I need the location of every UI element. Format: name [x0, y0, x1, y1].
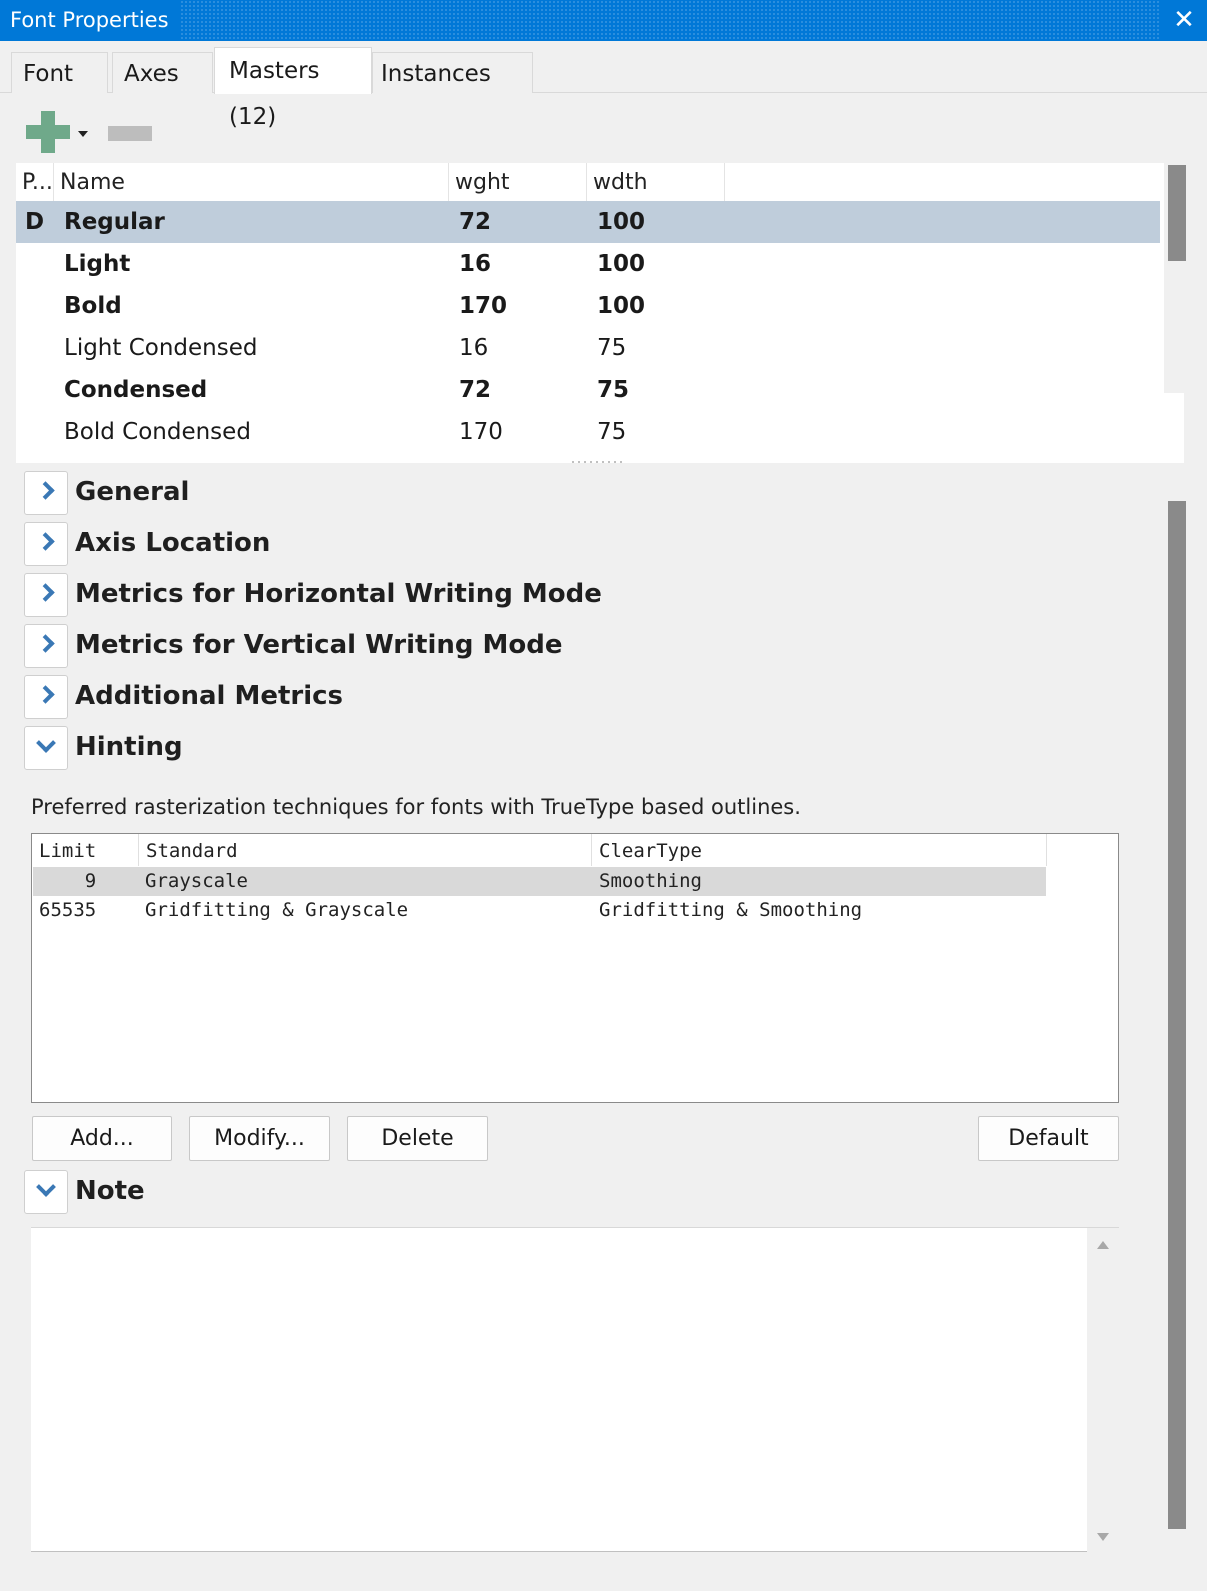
- master-wght: 16: [459, 335, 489, 361]
- section-title: Additional Metrics: [75, 681, 344, 711]
- master-name: Regular: [64, 209, 165, 235]
- section-title: Hinting: [75, 732, 183, 762]
- details-scrollbar[interactable]: [1164, 465, 1188, 1591]
- chevron-right-icon: [36, 532, 54, 550]
- master-name: Bold Condensed: [64, 419, 251, 445]
- master-row[interactable]: [16, 285, 1160, 327]
- hinting-limit: 9: [39, 870, 97, 892]
- master-wdth: 75: [597, 335, 627, 361]
- chevron-down-icon: [36, 733, 56, 753]
- master-name: Light: [64, 251, 131, 277]
- column-header-cleartype[interactable]: ClearType: [592, 834, 1047, 866]
- column-header-standard[interactable]: Standard: [139, 834, 592, 866]
- tab-font[interactable]: Font: [11, 52, 108, 94]
- master-wght: 72: [459, 209, 492, 235]
- section-title: Metrics for Horizontal Writing Mode: [75, 579, 602, 609]
- master-name: Condensed: [64, 377, 208, 403]
- master-wdth: 75: [597, 377, 630, 403]
- tab-bar: [0, 41, 1207, 130]
- section-title: General: [75, 477, 190, 507]
- hinting-table: [31, 833, 1119, 1103]
- master-row[interactable]: [16, 243, 1160, 285]
- hinting-row[interactable]: [33, 867, 1046, 896]
- modify-button[interactable]: Modify...: [189, 1116, 330, 1161]
- window-title: Font Properties: [0, 0, 179, 41]
- section-title: Note: [75, 1176, 145, 1206]
- masters-table-header: [16, 163, 1184, 201]
- chevron-right-icon: [36, 634, 54, 652]
- expand-toggle[interactable]: [24, 522, 68, 566]
- master-wght: 72: [459, 377, 492, 403]
- master-name: Bold: [64, 293, 122, 319]
- close-icon[interactable]: ✕: [1161, 0, 1207, 41]
- master-wght: 16: [459, 251, 492, 277]
- tab-masters[interactable]: Masters (12): [214, 47, 372, 94]
- hinting-limit: 65535: [39, 899, 97, 921]
- master-wght: 170: [459, 419, 503, 445]
- column-header-name[interactable]: Name: [54, 163, 449, 201]
- column-header-p[interactable]: P...: [16, 163, 54, 201]
- note-textarea[interactable]: [31, 1227, 1119, 1552]
- masters-scrollbar-thumb[interactable]: [1168, 165, 1186, 261]
- column-header-limit[interactable]: Limit: [32, 834, 139, 866]
- splitter-handle[interactable]: [570, 460, 626, 464]
- masters-toolbar: [16, 95, 1184, 163]
- default-button[interactable]: Default: [978, 1116, 1119, 1161]
- expand-toggle[interactable]: [24, 624, 68, 668]
- master-wdth: 100: [597, 251, 646, 277]
- master-wdth: 75: [597, 419, 627, 445]
- minus-icon[interactable]: [108, 126, 152, 141]
- master-wght: 170: [459, 293, 508, 319]
- chevron-right-icon: [36, 685, 54, 703]
- section-title: Axis Location: [75, 528, 271, 558]
- hinting-cleartype: Gridfitting & Smoothing: [599, 899, 863, 921]
- dropdown-arrow-icon[interactable]: [78, 131, 88, 137]
- master-row[interactable]: [16, 411, 1160, 453]
- hinting-standard: Gridfitting & Grayscale: [145, 899, 409, 921]
- collapse-toggle[interactable]: [24, 726, 68, 770]
- master-details: [16, 465, 1164, 1591]
- master-row[interactable]: [16, 201, 1160, 243]
- masters-panel: [8, 93, 1199, 1591]
- masters-scrollbar[interactable]: [1164, 131, 1188, 393]
- details-scrollbar-thumb[interactable]: [1168, 501, 1186, 1529]
- column-header-wght[interactable]: wght: [449, 163, 587, 201]
- hinting-description: Preferred rasterization techniques for fonts with TrueType based outlines.: [31, 795, 801, 819]
- tab-axes[interactable]: Axes: [112, 52, 213, 94]
- master-default-flag: D: [25, 209, 45, 235]
- chevron-down-icon: [36, 1177, 56, 1197]
- hinting-cleartype: Smoothing: [599, 870, 702, 892]
- master-wdth: 100: [597, 209, 646, 235]
- hinting-table-header: [32, 834, 1047, 866]
- note-scrollbar[interactable]: [1087, 1228, 1119, 1553]
- masters-table: [16, 163, 1184, 463]
- expand-toggle[interactable]: [24, 573, 68, 617]
- hinting-row[interactable]: [33, 896, 1046, 925]
- add-button[interactable]: Add...: [32, 1116, 172, 1161]
- add-master-button[interactable]: [26, 111, 92, 155]
- chevron-right-icon: [36, 481, 54, 499]
- master-wdth: 100: [597, 293, 646, 319]
- tab-instances[interactable]: Instances: [372, 52, 533, 94]
- column-header-wdth[interactable]: wdth: [587, 163, 725, 201]
- title-bar: [0, 0, 1207, 41]
- scroll-up-icon[interactable]: [1097, 1241, 1109, 1249]
- section-title: Metrics for Vertical Writing Mode: [75, 630, 563, 660]
- master-row[interactable]: [16, 327, 1160, 369]
- hinting-standard: Grayscale: [145, 870, 248, 892]
- master-name: Light Condensed: [64, 335, 258, 361]
- chevron-right-icon: [36, 583, 54, 601]
- expand-toggle[interactable]: [24, 675, 68, 719]
- delete-button[interactable]: Delete: [347, 1116, 488, 1161]
- expand-toggle[interactable]: [24, 471, 68, 515]
- collapse-toggle[interactable]: [24, 1170, 68, 1214]
- master-row[interactable]: [16, 369, 1160, 411]
- scroll-down-icon[interactable]: [1097, 1533, 1109, 1541]
